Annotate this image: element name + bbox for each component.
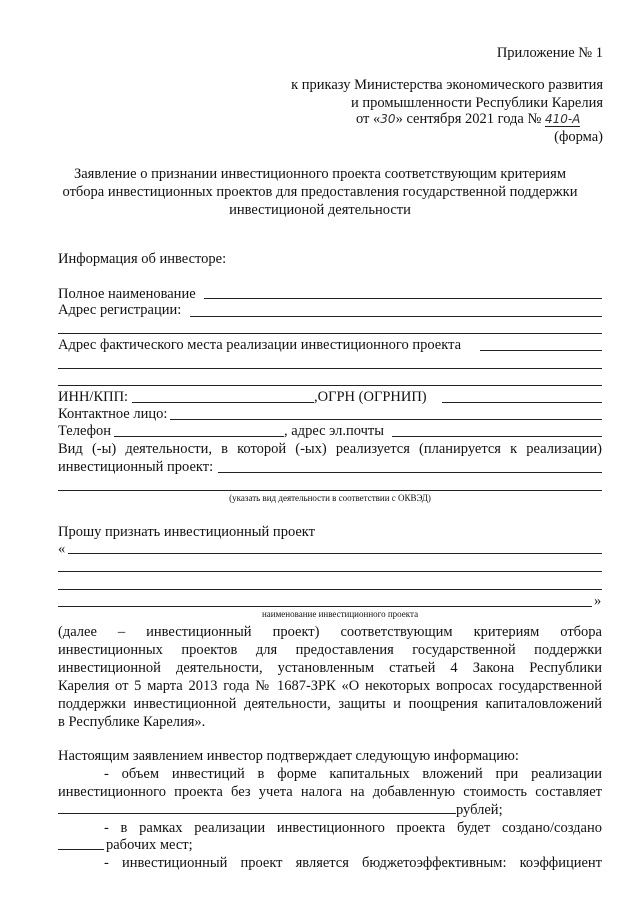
jobs-count-field[interactable] xyxy=(58,849,104,850)
full-name-field[interactable] xyxy=(204,298,602,299)
ogrn-label: ,ОГРН (ОГРНИП) xyxy=(314,389,427,405)
bullet-1-line-3: рублей; xyxy=(456,802,503,818)
order-line-2: и промышленности Республики Карелия xyxy=(350,95,603,111)
project-name-field-4[interactable] xyxy=(58,606,592,607)
contact-field[interactable] xyxy=(170,419,602,420)
ogrn-field[interactable] xyxy=(442,402,602,403)
activity-line-1: Вид (-ы) деятельности, в которой (-ых) реализуется (планируется к реализации) xyxy=(58,441,602,457)
request-p4: Карелия от 5 марта 2013 года № 1687-ЗРК «О некоторых вопросах государственной xyxy=(58,678,602,694)
title-line-3: инвестиционой деятельности xyxy=(229,202,411,218)
project-name-field-3[interactable] xyxy=(58,589,602,590)
request-p2: инвестиционных проектов для предоставления государственной поддержки xyxy=(58,642,602,658)
bullet-1-line-1: - объем инвестиций в форме капитальных вложений при реализации xyxy=(104,766,602,782)
reg-address-field-2[interactable] xyxy=(58,333,602,334)
activity-line-2: инвестиционный проект: xyxy=(58,459,214,475)
order-date-line xyxy=(356,110,580,128)
bullet-3-line-1: - инвестиционный проект является бюджетоэффективным: коэффициент xyxy=(104,855,602,871)
bullet-2-line-2: рабочих мест; xyxy=(106,837,193,853)
title-line-1: Заявление о признании инвестиционного проекта соответствующим критериям xyxy=(73,166,567,182)
activity-field-2[interactable] xyxy=(58,490,602,491)
inn-kpp-field[interactable] xyxy=(132,402,314,403)
order-number: 410-А xyxy=(544,112,581,126)
project-name-note: наименование инвестиционного проекта xyxy=(261,609,419,619)
reg-address-label: Адрес регистрации: xyxy=(58,302,182,318)
investment-amount-field[interactable] xyxy=(58,813,456,814)
date-prefix: от « xyxy=(356,111,381,127)
project-name-field-2[interactable] xyxy=(58,571,602,572)
investor-heading: Информация об инвесторе: xyxy=(58,251,227,267)
contact-label: Контактное лицо: xyxy=(58,406,168,422)
okved-note: (указать вид деятельности в соответствии с ОКВЭД) xyxy=(229,493,431,503)
request-p3: инвестиционной деятельности, установленным статьей 4 Закона Республики xyxy=(58,660,602,676)
reg-address-field[interactable] xyxy=(190,316,602,317)
activity-field[interactable] xyxy=(218,472,602,473)
confirm-heading: Настоящим заявлением инвестор подтверждает следующую информацию: xyxy=(58,748,519,764)
phone-field[interactable] xyxy=(114,436,284,437)
bullet-1-line-2: инвестиционного проекта без учета налога на добавленную стоимость составляет xyxy=(58,784,602,800)
full-name-label: Полное наименование xyxy=(58,286,196,302)
request-p5: поддержки инвестиционной деятельности, защиты и поощрения капиталовложений xyxy=(58,696,602,712)
inn-kpp-label: ИНН/КПП: xyxy=(58,389,129,405)
email-label: , адрес эл.почты xyxy=(284,423,384,439)
bullet-2-line-1: - в рамках реализации инвестиционного проекта будет создано/создано xyxy=(104,820,602,836)
date-mid: » сентября 2021 года № xyxy=(395,111,542,127)
appendix-number: Приложение № 1 xyxy=(496,45,603,61)
request-p6: в Республике Карелия». xyxy=(58,714,206,730)
form-label: (форма) xyxy=(554,129,603,145)
request-heading: Прошу признать инвестиционный проект xyxy=(58,524,315,540)
actual-address-field-2[interactable] xyxy=(58,368,602,369)
request-p1: (далее – инвестиционный проект) соответствующим критериям отбора xyxy=(58,624,602,640)
phone-label: Телефон xyxy=(58,423,111,439)
actual-address-field-3[interactable] xyxy=(58,385,602,386)
actual-address-field[interactable] xyxy=(480,350,602,351)
title-line-2: отбора инвестиционных проектов для предоставления государственной поддержки xyxy=(62,184,578,200)
email-field[interactable] xyxy=(392,436,602,437)
close-quote: » xyxy=(594,593,602,609)
actual-address-label: Адрес фактического места реализации инвестиционного проекта xyxy=(58,337,462,353)
date-day: 30 xyxy=(380,112,396,126)
open-quote: « xyxy=(58,541,66,557)
project-name-field[interactable] xyxy=(68,553,602,554)
order-line-1: к приказу Министерства экономического развития xyxy=(291,77,603,93)
